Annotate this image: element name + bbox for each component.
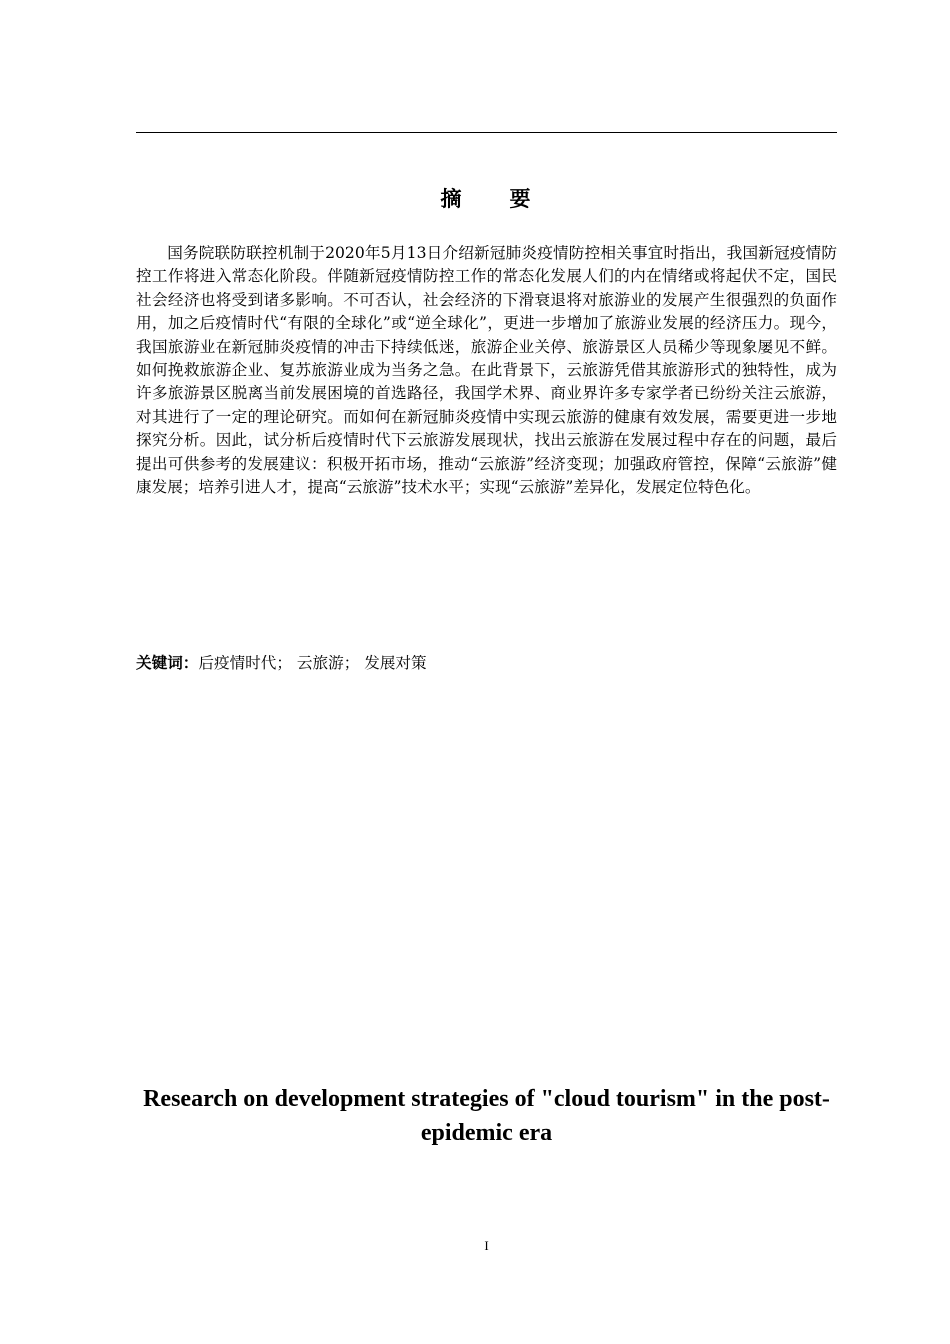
page-number: I: [484, 1238, 489, 1253]
abstract-heading: 摘 要: [440, 187, 533, 211]
keywords-label: 关键词：: [136, 654, 199, 672]
abstract-body: 国务院联防联控机制于2020年5月13日介绍新冠肺炎疫情防控相关事宜时指出，我国新冠疫情防控工作将进入常态化阶段。伴随新冠疫情防控工作的常态化发展人们的内在情绪或将起伏不定，国民社会经济也将受到诸多影响。不可否认，社会经济的下滑衰退将对旅游业的发展产生很强烈的负面作用，加之后疫情时代“有限的全球化”或“逆全球化”，更进一步增加了旅游业发展的经济压力。现今，我国旅游业在新冠肺炎疫情的冲击下持续低迷，旅游企业关停、旅游景区人员稀少等现象屡见不鲜。如何挽救旅游企业、复苏旅游业成为当务之急。在此背景下，云旅游凭借其旅游形式的独特性，成为许多旅游景区脱离当前发展困境的首选路径，我国学术界、商业界许多专家学者已纷纷关注云旅游，对其进行了一定的理论研究。而如何在新冠肺炎疫情中实现云旅游的健康有效发展，需要更进一步地探究分析。因此，试分析后疫情时代下云旅游发展现状，找出云旅游在发展过程中存在的问题，最后提出可供参考的发展建议：积极开拓市场，推动“云旅游”经济变现；加强政府管控，保障“云旅游”健康发展；培养引进人才，提高“云旅游”技术水平；实现“云旅游”差异化，发展定位特色化。: [136, 244, 837, 497]
keywords-text: 后疫情时代； 云旅游； 发展对策: [198, 654, 427, 672]
english-title: Research on development strategies of "cloud tourism" in the post-epidemic era: [143, 1086, 830, 1146]
keywords-line: [136, 652, 837, 675]
header-rule: [136, 132, 837, 133]
